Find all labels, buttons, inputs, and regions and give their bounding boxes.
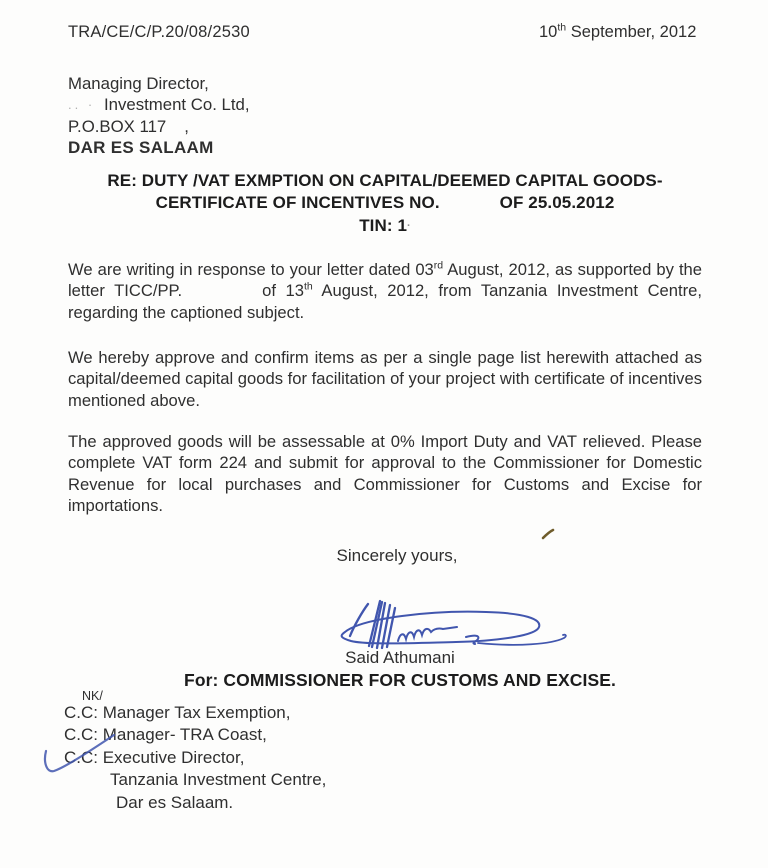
tin-redaction-trace: · — [407, 219, 411, 232]
recipient-city: DAR ES SALAAM — [68, 138, 214, 158]
recipient-pobox: P.O.BOX 117 — [68, 116, 167, 136]
reference-number: TRA/CE/C/P.20/08/2530 — [68, 23, 250, 41]
subject-line-1: RE: DUTY /VAT EXMPTION ON CAPITAL/DEEMED CAPITAL GOODS- — [107, 171, 663, 190]
paragraph-2: We hereby approve and confirm items as per a single page list herewith attached as capital/deemed capital goods for facilitation of your project with certificate of incentives mentioned above. — [68, 348, 702, 410]
recipient-company: Investment Co. Ltd, — [104, 95, 250, 115]
paragraph-3: The approved goods will be assessable at 0% Import Duty and VAT relieved. Please complete VAT form 224 and submit for approval to the Commissioner for Domestic Revenue for local purchases and Commissioner for Customs and Excise for importations. — [68, 432, 702, 515]
signoff-block — [83, 648, 717, 691]
pen-tick-stroke — [543, 530, 553, 538]
pen-checkmark — [38, 727, 128, 779]
date-ordinal: th — [557, 21, 567, 34]
paragraph-1 — [68, 259, 702, 323]
valediction: Sincerely yours, — [336, 546, 458, 565]
subject-certificate: CERTIFICATE OF INCENTIVES NO. — [155, 193, 440, 213]
recipient-company-line — [68, 94, 250, 115]
signature-small-loop — [466, 636, 478, 644]
recipient-pobox-line — [68, 116, 250, 137]
p1-text-c: of 13 — [262, 281, 304, 301]
pen-tick-artifact — [541, 527, 556, 542]
typist-initials: NK/ — [82, 689, 103, 703]
recipient-pobox-comma: , — [184, 116, 189, 136]
subject-tin: TIN: 1 — [359, 215, 408, 235]
subject-tin-line — [68, 215, 702, 237]
date-day: 10 — [539, 23, 558, 41]
signer-title: For: COMMISSIONER FOR CUSTOMS AND EXCISE. — [184, 670, 616, 690]
pen-checkmark-stroke — [45, 735, 114, 771]
cc-item: C.C: Manager Tax Exemption, — [64, 703, 291, 722]
cc-org: Tanzania Investment Centre, — [110, 770, 327, 790]
subject-line-2 — [68, 192, 702, 214]
cc-item: C.C: Executive Director, — [64, 747, 245, 767]
p1-text-d: August, 2012, from Tanzania Investment Centre, regarding the captioned subject. — [68, 281, 702, 322]
subject-certificate-date: OF 25.05.2012 — [499, 193, 615, 213]
signature-wave — [398, 627, 457, 641]
cc-city: Dar es Salaam. — [116, 792, 234, 812]
subject-heading — [68, 170, 702, 237]
recipient-title: Managing Director, — [68, 74, 209, 93]
p1-ordinal-rd: rd — [433, 259, 444, 272]
recipient-address — [68, 73, 250, 159]
p1-ordinal-th: th — [303, 280, 313, 293]
signature-lead-stroke — [350, 604, 368, 636]
signer-name: Said Athumani — [345, 648, 455, 667]
p1-text-b: August, 2012, as supported by the letter TICC/PP. — [68, 260, 703, 301]
signature-scribble — [338, 596, 578, 656]
cc-item: C.C: Manager- TRA Coast, — [64, 725, 267, 745]
letter-date — [539, 23, 696, 42]
signature-strokes — [342, 601, 566, 648]
redaction-trace-mark: .. · — [68, 97, 96, 113]
date-rest: September, 2012 — [566, 23, 697, 41]
p1-text-a: We are writing in response to your letter dated 03 — [68, 260, 434, 279]
